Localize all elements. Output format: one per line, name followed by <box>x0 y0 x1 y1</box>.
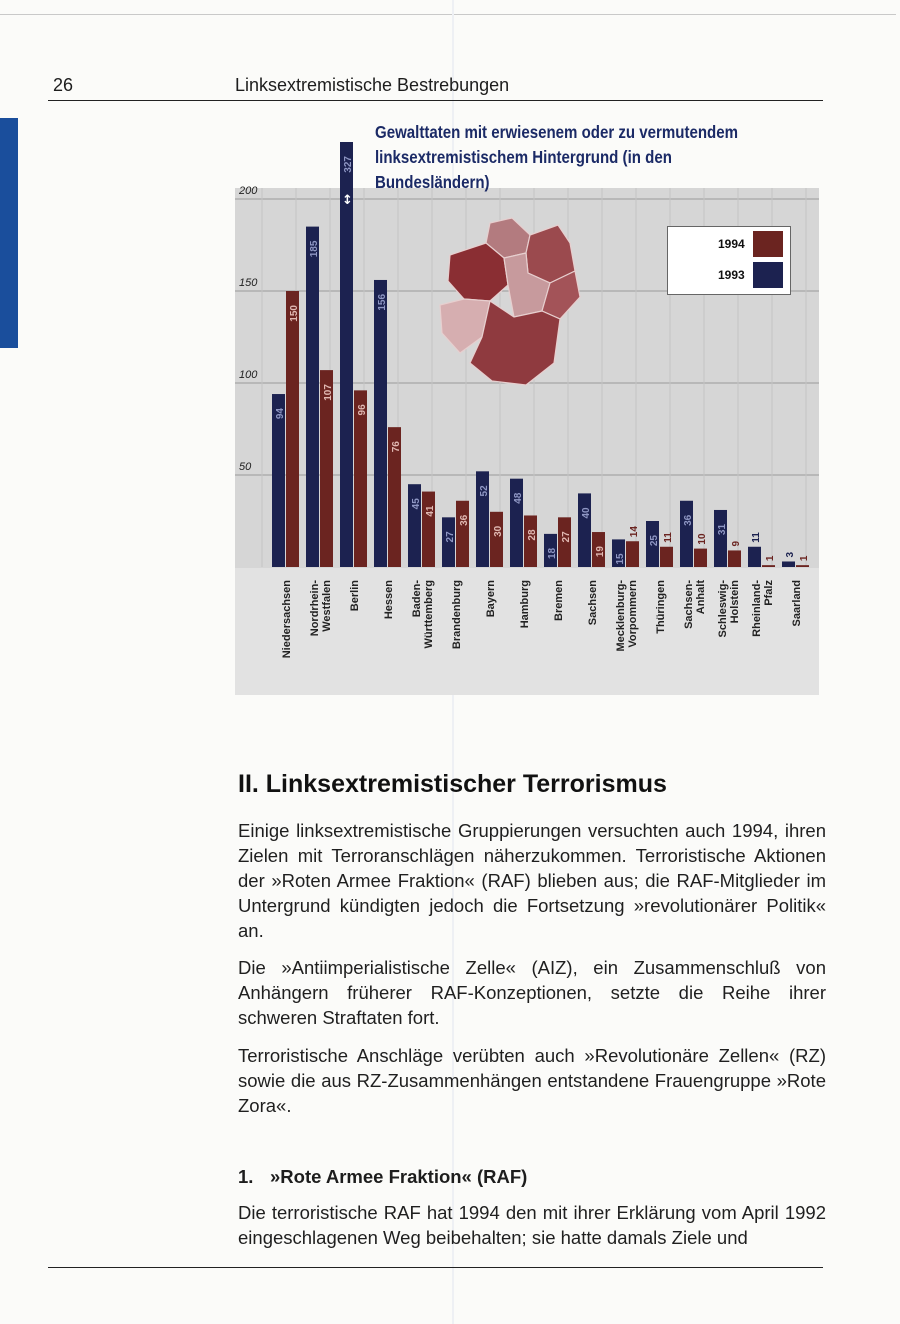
category-label: Pfalz <box>763 580 775 606</box>
paragraph-1: Einige linksextremistische Gruppierungen versuchten auch 1994, ihren Zielen mit Terroranschlägen näherzukommen. Terroristische Aktionen der »Roten Armee Fraktion« (RAF) blieben aus; die RAF-Mitglieder im Untergrund kündigten jedoch die Fortsetzung »revolutionärer Politik« an. <box>238 820 826 941</box>
category-label: Nordrhein- <box>309 580 321 637</box>
legend-swatch-1994 <box>753 231 783 257</box>
category-label: Bayern <box>485 580 497 618</box>
legend-label-1994: 1994 <box>718 237 745 251</box>
bar-value-label: 19 <box>595 546 606 558</box>
legend-swatch-1993 <box>753 262 783 288</box>
category-label: Berlin <box>349 580 361 612</box>
bar-value-label: 27 <box>561 531 572 543</box>
chapter-tab-marker <box>0 118 18 348</box>
page-number: 26 <box>53 75 74 95</box>
category-label: Westfalen <box>321 580 333 632</box>
footer-rule <box>48 1267 823 1268</box>
legend-label-1993: 1993 <box>718 268 745 282</box>
category-label: Mecklenburg- <box>615 580 627 652</box>
chart-title <box>375 120 753 195</box>
bar-1994-mecklenburg-vorpommern <box>626 541 639 567</box>
category-label: Württemberg <box>423 580 435 649</box>
bar-1994-niedersachsen <box>286 291 299 567</box>
bar-value-label: 11 <box>663 532 674 543</box>
category-label: Schleswig- <box>717 580 729 638</box>
page-top-edge <box>0 0 896 15</box>
clipped-bar-marker: ↕ <box>342 193 353 208</box>
category-label: Baden- <box>411 580 423 618</box>
bar-1994-berlin <box>354 390 367 567</box>
category-label: Brandenburg <box>451 580 463 650</box>
bar-value-label: 41 <box>425 505 436 517</box>
category-label: Hessen <box>383 580 395 620</box>
bar-1993-hamburg <box>510 479 523 567</box>
category-label: Sachsen <box>587 580 599 626</box>
bar-value-label: 31 <box>717 523 728 536</box>
category-label: Holstein <box>729 580 741 624</box>
bar-1994-saarland <box>796 565 809 567</box>
bar-value-label: 27 <box>445 531 456 543</box>
category-label: Niedersachsen <box>281 580 293 659</box>
category-label: Sachsen- <box>683 580 695 629</box>
chart-title-line-1: Gewalttaten mit erwiesenem oder zu vermutendem <box>375 122 738 142</box>
y-tick-label: 50 <box>239 461 252 473</box>
y-tick-label: 150 <box>239 277 258 289</box>
bar-1993-schleswig-holstein <box>714 510 727 567</box>
bar-value-label: 94 <box>275 408 286 420</box>
bar-1993-sachsen-anhalt <box>680 501 693 567</box>
section-heading: II. Linksextremistischer Terrorismus <box>238 770 667 798</box>
bar-1994-bayern <box>490 512 503 567</box>
bar-value-label: 185 <box>309 240 320 258</box>
bar-value-label: 9 <box>731 540 742 547</box>
bar-value-label: 25 <box>649 535 660 547</box>
bar-value-label: 52 <box>479 485 490 497</box>
bar-value-label: 11 <box>751 532 762 543</box>
legend-entry-1994 <box>718 231 788 257</box>
category-label: Thüringen <box>655 580 667 634</box>
bar-value-label: 3 <box>785 551 796 558</box>
paragraph-3: Terroristische Anschläge verübten auch »Revolutionäre Zellen« (RZ) sowie die aus RZ-Zusammenhängen entstandene Frauengruppe »Rote Zora«. <box>238 1045 826 1116</box>
category-label: Rheinland- <box>751 580 763 637</box>
bar-1993-sachsen <box>578 493 591 567</box>
bar-1994-brandenburg <box>456 501 469 567</box>
bar-value-label: 1 <box>799 555 810 562</box>
legend-entry-1993 <box>718 262 788 288</box>
bar-value-label: 156 <box>377 293 388 311</box>
bar-value-label: 150 <box>289 305 300 322</box>
bar-value-label: 36 <box>683 514 694 526</box>
bar-value-label: 15 <box>615 553 626 565</box>
bar-value-label: 327 <box>343 156 354 173</box>
chart-legend <box>667 226 791 295</box>
subsection-number: 1. <box>238 1166 254 1187</box>
bar-1994-schleswig-holstein <box>728 550 741 567</box>
bar-value-label: 18 <box>547 547 558 560</box>
bar-1993-rheinland-pfalz <box>748 547 761 567</box>
bar-value-label: 10 <box>697 533 708 545</box>
bar-value-label: 14 <box>629 526 640 538</box>
bar-1993-baden-württemberg <box>408 484 421 567</box>
category-label: Saarland <box>791 580 803 627</box>
paragraph-2: Die »Antiimperialistische Zelle« (AIZ), ein Zusammenschluß von Anhängern früherer RAF-Konzeptionen, setzte die Reihe ihrer schweren Straftaten fort. <box>238 957 826 1028</box>
bar-value-label: 30 <box>493 525 504 537</box>
bar-value-label: 76 <box>391 441 402 453</box>
chart-title-line-2: linksextremistischem Hintergrund (in den Bundesländern) <box>375 147 672 192</box>
bar-value-label: 45 <box>411 498 422 510</box>
bar-value-label: 107 <box>323 384 334 401</box>
category-label: Anhalt <box>695 580 707 615</box>
bar-value-label: 40 <box>581 507 592 519</box>
bar-value-label: 48 <box>513 492 524 504</box>
bar-1994-sachsen-anhalt <box>694 549 707 567</box>
subsection-heading <box>238 1166 527 1188</box>
bar-value-label: 1 <box>765 555 776 562</box>
bar-chart <box>225 110 825 700</box>
category-label: Bremen <box>553 580 565 621</box>
y-tick-label: 200 <box>239 185 258 197</box>
running-head: Linksextremistische Bestrebungen <box>235 75 510 95</box>
bar-value-label: 96 <box>357 404 368 416</box>
subsection-title: »Rote Armee Fraktion« (RAF) <box>270 1166 528 1187</box>
bar-value-label: 28 <box>527 529 538 541</box>
bar-1994-rheinland-pfalz <box>762 565 775 567</box>
bar-value-label: 36 <box>459 514 470 526</box>
bar-1994-baden-württemberg <box>422 492 435 567</box>
bar-1993-hessen <box>374 280 387 567</box>
y-tick-label: 100 <box>239 369 258 381</box>
bar-1993-saarland <box>782 561 795 567</box>
bar-1994-thüringen <box>660 547 673 567</box>
category-label: Vorpommern <box>627 580 639 648</box>
bar-1993-nordrhein-westfalen <box>306 227 319 567</box>
category-label: Hamburg <box>519 580 531 629</box>
page-header <box>48 74 823 101</box>
subsection-paragraph: Die terroristische RAF hat 1994 den mit ihrer Erklärung vom April 1992 eingeschlagenen Weg beibehalten; sie hatte damals Ziele und <box>238 1202 826 1248</box>
